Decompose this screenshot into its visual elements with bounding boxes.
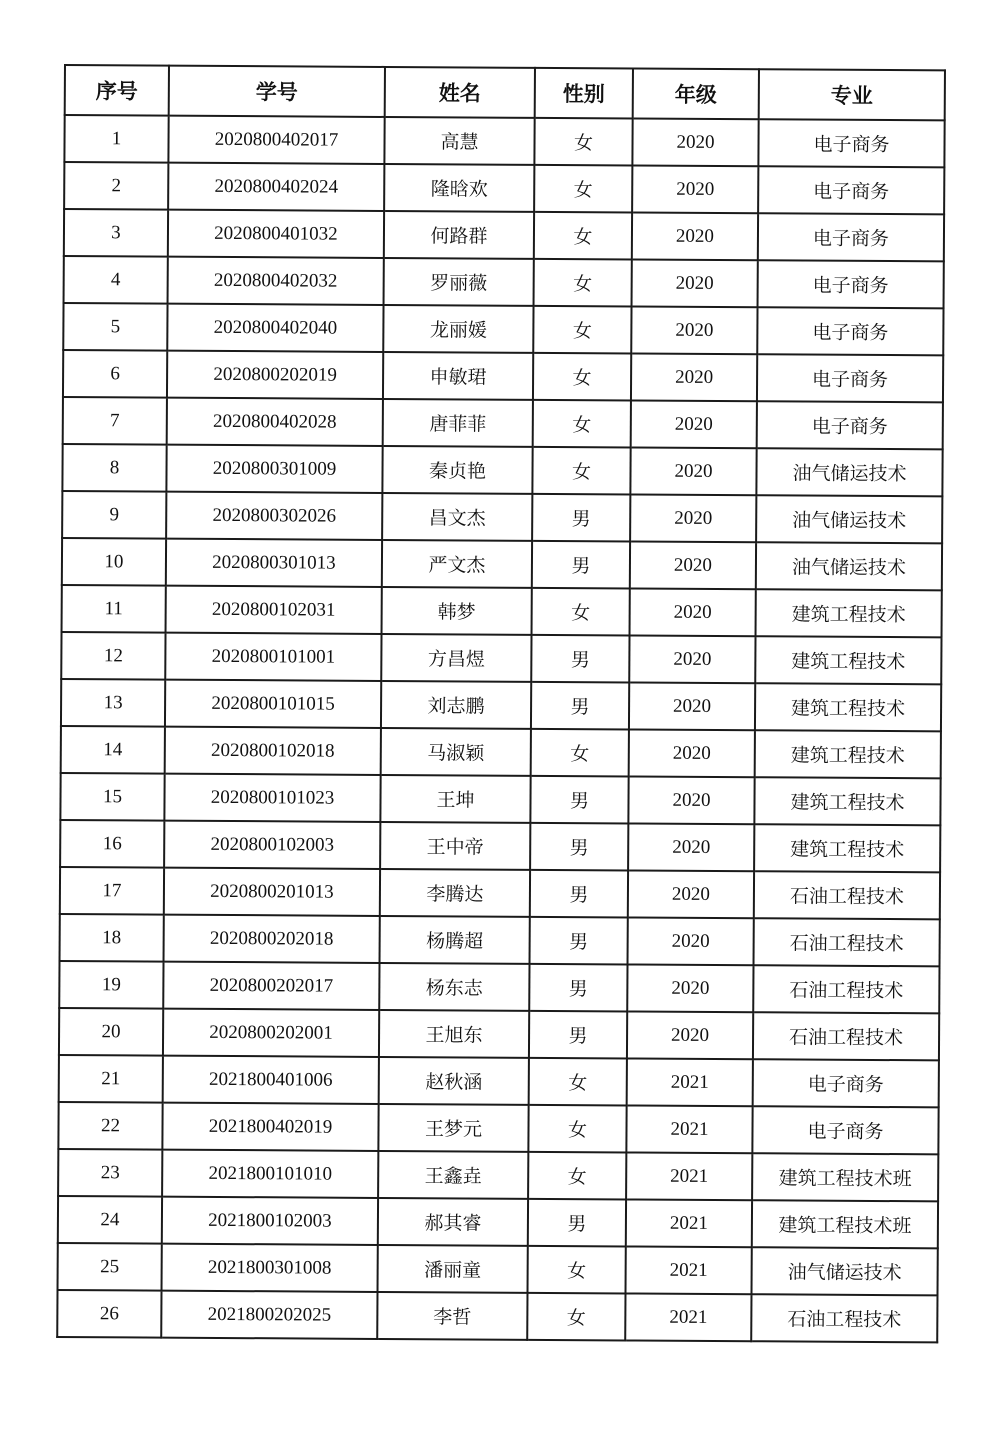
table-row [59,961,939,1013]
cell-major: 电子商务 [752,1106,938,1154]
cell-name: 马淑颖 [381,728,531,776]
cell-grade: 2020 [631,353,757,401]
cell-name: 昌文杰 [382,493,532,541]
header-gender: 性别 [535,68,633,119]
cell-index: 9 [62,491,166,539]
cell-grade: 2020 [631,400,757,448]
cell-student-id: 2020800101023 [164,774,380,822]
cell-major: 石油工程技术 [753,965,939,1013]
table-row [62,444,942,496]
cell-student-id: 2020800202001 [163,1009,379,1057]
cell-gender: 男 [532,494,630,542]
table-row [62,585,942,637]
cell-major: 油气储运技术 [756,542,942,590]
cell-name: 严文杰 [382,540,532,588]
table-row [64,256,944,308]
cell-name: 李哲 [377,1292,527,1340]
cell-index: 4 [64,256,168,304]
cell-name: 王梦元 [378,1104,528,1152]
cell-name: 王坤 [380,775,530,823]
cell-student-id: 2020800402028 [167,398,383,446]
cell-name: 刘志鹏 [381,681,531,729]
cell-gender: 女 [534,165,632,213]
document-sheet [64,64,944,1338]
cell-index: 21 [59,1055,163,1103]
cell-gender: 女 [528,1152,626,1200]
cell-student-id: 2020800201013 [164,868,380,916]
cell-index: 26 [57,1290,161,1338]
cell-student-id: 2021800401006 [163,1056,379,1104]
table-row [62,491,942,543]
cell-name: 隆晗欢 [384,164,534,212]
cell-gender: 女 [534,118,632,166]
cell-major: 电子商务 [757,307,943,355]
cell-student-id: 2021800301008 [162,1244,378,1292]
cell-index: 5 [63,303,167,351]
cell-major: 建筑工程技术班 [752,1153,938,1201]
cell-index: 23 [58,1149,162,1197]
cell-major: 建筑工程技术 [755,636,941,684]
cell-student-id: 2020800401032 [168,210,384,258]
table-row [61,726,941,778]
cell-gender: 女 [533,400,631,448]
table-body [57,115,944,1342]
cell-name: 申敏珺 [383,352,533,400]
cell-grade: 2020 [628,823,754,871]
cell-student-id: 2020800102003 [164,821,380,869]
cell-gender: 女 [532,588,630,636]
cell-name: 王旭东 [379,1010,529,1058]
cell-name: 潘丽童 [378,1245,528,1293]
cell-name: 高慧 [384,117,534,165]
cell-gender: 男 [530,870,628,918]
header-student-id: 学号 [169,66,385,117]
cell-index: 17 [60,867,164,915]
table-row [61,679,941,731]
cell-name: 李腾达 [380,869,530,917]
cell-index: 8 [62,444,166,492]
cell-gender: 女 [528,1105,626,1153]
cell-gender: 男 [530,823,628,871]
cell-major: 电子商务 [757,354,943,402]
cell-grade: 2020 [632,212,758,260]
cell-student-id: 2020800302026 [166,492,382,540]
student-roster-table [56,64,946,1343]
cell-gender: 男 [529,964,627,1012]
cell-student-id: 2020800202019 [167,351,383,399]
cell-index: 2 [64,162,168,210]
cell-major: 油气储运技术 [751,1247,937,1295]
cell-gender: 女 [534,212,632,260]
cell-major: 石油工程技术 [753,1012,939,1060]
table-row [58,1196,938,1248]
cell-grade: 2021 [626,1199,752,1247]
cell-grade: 2020 [627,1011,753,1059]
cell-student-id: 2020800202018 [164,915,380,963]
cell-gender: 男 [531,635,629,683]
cell-student-id: 2021800101010 [162,1150,378,1198]
cell-major: 电子商务 [758,213,944,261]
table-row [57,1290,937,1342]
cell-grade: 2020 [632,259,758,307]
cell-name: 韩梦 [382,587,532,635]
cell-student-id: 2020800402024 [168,163,384,211]
cell-major: 电子商务 [758,260,944,308]
cell-name: 王鑫垚 [378,1151,528,1199]
cell-grade: 2020 [630,494,756,542]
cell-gender: 女 [527,1293,625,1341]
table-row [63,303,943,355]
table-row [62,538,942,590]
cell-gender: 男 [530,776,628,824]
cell-name: 赵秋涵 [379,1057,529,1105]
cell-grade: 2020 [630,541,756,589]
table-row [60,914,940,966]
cell-student-id: 2020800301013 [166,539,382,587]
cell-grade: 2020 [632,118,758,166]
cell-student-id: 2020800402017 [168,116,384,164]
table-row [58,1149,938,1201]
cell-index: 12 [61,632,165,680]
cell-index: 7 [63,397,167,445]
cell-grade: 2020 [628,776,754,824]
cell-index: 18 [60,914,164,962]
cell-gender: 女 [534,259,632,307]
cell-student-id: 2020800402040 [167,304,383,352]
cell-index: 3 [64,209,168,257]
table-row [58,1243,938,1295]
cell-index: 16 [60,820,164,868]
cell-student-id: 2021800102003 [162,1197,378,1245]
cell-student-id: 2021800402019 [162,1103,378,1151]
cell-gender: 男 [529,1011,627,1059]
cell-student-id: 2020800102018 [165,727,381,775]
cell-grade: 2020 [632,165,758,213]
cell-major: 建筑工程技术 [756,589,942,637]
cell-index: 1 [64,115,168,163]
header-name: 姓名 [385,67,535,118]
cell-index: 24 [58,1196,162,1244]
table-row [61,632,941,684]
table-row [60,820,940,872]
cell-gender: 女 [531,729,629,777]
cell-major: 石油工程技术 [754,918,940,966]
cell-name: 罗丽薇 [384,258,534,306]
cell-major: 电子商务 [753,1059,939,1107]
cell-grade: 2021 [625,1293,751,1341]
header-row [65,65,945,120]
cell-name: 方昌煜 [381,634,531,682]
cell-name: 杨腾超 [380,916,530,964]
cell-grade: 2021 [627,1058,753,1106]
cell-grade: 2020 [629,682,755,730]
cell-name: 郝其睿 [378,1198,528,1246]
cell-grade: 2020 [629,635,755,683]
cell-student-id: 2020800402032 [168,257,384,305]
cell-major: 油气储运技术 [756,448,942,496]
cell-gender: 女 [528,1246,626,1294]
table-row [63,350,943,402]
cell-major: 电子商务 [758,166,944,214]
table-row [59,1055,939,1107]
cell-student-id: 2020800101015 [165,680,381,728]
cell-index: 10 [62,538,166,586]
cell-index: 6 [63,350,167,398]
cell-student-id: 2021800202025 [161,1291,377,1339]
cell-name: 何路群 [384,211,534,259]
cell-gender: 男 [531,682,629,730]
cell-grade: 2020 [631,306,757,354]
cell-major: 电子商务 [757,401,943,449]
table-row [63,397,943,449]
cell-major: 建筑工程技术 [755,683,941,731]
cell-name: 秦贞艳 [382,446,532,494]
cell-major: 电子商务 [758,119,944,167]
cell-index: 20 [59,1008,163,1056]
cell-gender: 男 [532,541,630,589]
cell-name: 王中帝 [380,822,530,870]
table-row [64,115,944,167]
cell-gender: 男 [528,1199,626,1247]
cell-major: 建筑工程技术 [754,824,940,872]
cell-gender: 女 [533,353,631,401]
cell-index: 11 [62,585,166,633]
cell-grade: 2021 [626,1246,752,1294]
cell-gender: 女 [532,447,630,495]
cell-major: 建筑工程技术 [754,777,940,825]
cell-student-id: 2020800102031 [166,586,382,634]
cell-grade: 2021 [626,1105,752,1153]
cell-name: 龙丽媛 [383,305,533,353]
cell-index: 22 [58,1102,162,1150]
cell-index: 15 [60,773,164,821]
cell-grade: 2020 [628,870,754,918]
cell-index: 19 [59,961,163,1009]
cell-gender: 女 [529,1058,627,1106]
table-row [64,162,944,214]
cell-grade: 2021 [626,1152,752,1200]
cell-grade: 2020 [630,447,756,495]
table-row [64,209,944,261]
table-row [58,1102,938,1154]
cell-major: 建筑工程技术班 [752,1200,938,1248]
cell-grade: 2020 [628,917,754,965]
cell-gender: 女 [533,306,631,354]
header-major: 专业 [759,69,945,120]
cell-index: 13 [61,679,165,727]
cell-grade: 2020 [630,588,756,636]
table-row [59,1008,939,1060]
header-grade: 年级 [633,68,759,119]
cell-major: 建筑工程技术 [755,730,941,778]
cell-index: 14 [61,726,165,774]
header-index: 序号 [65,65,169,116]
cell-major: 石油工程技术 [751,1294,937,1342]
cell-grade: 2020 [629,729,755,777]
cell-grade: 2020 [627,964,753,1012]
table-row [60,867,940,919]
cell-student-id: 2020800301009 [166,445,382,493]
table-row [60,773,940,825]
cell-name: 杨东志 [379,963,529,1011]
cell-student-id: 2020800101001 [165,633,381,681]
cell-index: 25 [58,1243,162,1291]
cell-student-id: 2020800202017 [163,962,379,1010]
cell-gender: 男 [530,917,628,965]
cell-major: 石油工程技术 [754,871,940,919]
cell-major: 油气储运技术 [756,495,942,543]
cell-name: 唐菲菲 [383,399,533,447]
